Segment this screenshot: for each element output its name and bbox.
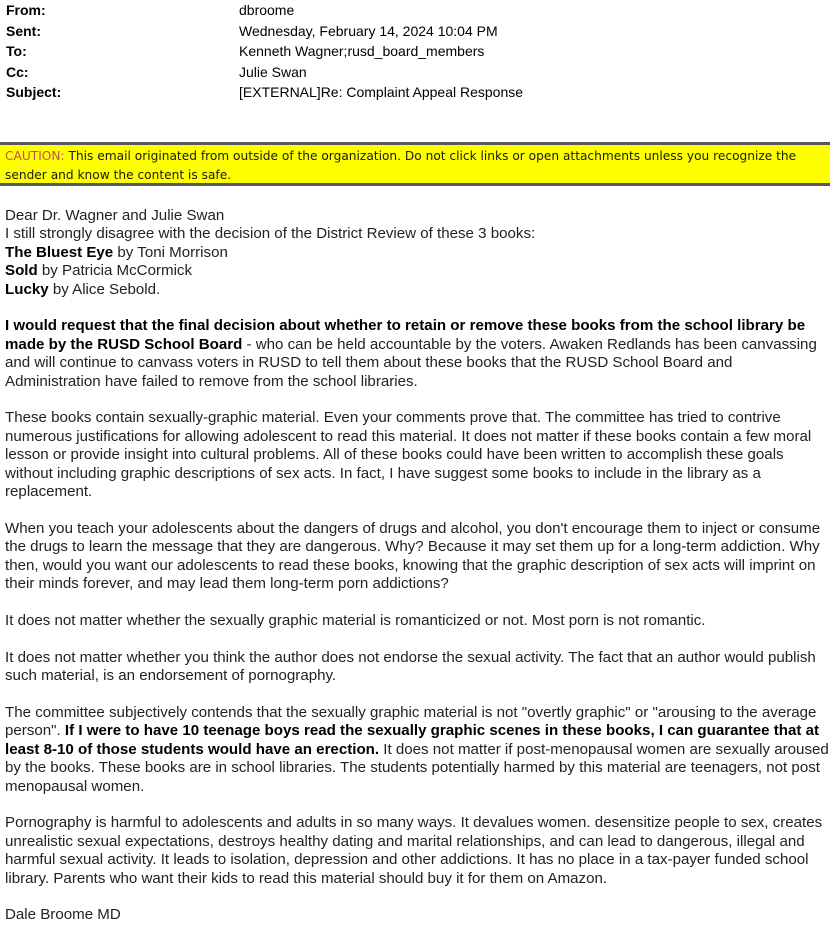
- paragraph-gap: [5, 630, 831, 648]
- book-item: [5, 281, 831, 299]
- caution-banner: [0, 142, 830, 186]
- from-value: dbroome: [239, 2, 295, 18]
- paragraph-gap: [5, 391, 831, 409]
- paragraph-gap: [5, 299, 831, 317]
- sent-label: Sent:: [6, 22, 41, 39]
- book-author: by Patricia McCormick: [37, 262, 193, 280]
- paragraph-gap: [5, 796, 831, 814]
- to-label: To:: [6, 43, 27, 59]
- from-row: [6, 0, 826, 21]
- subject-label: Subject:: [6, 84, 62, 100]
- request-rest: - who can be held accountable by the voters. Awaken Redlands has been canvassing and will continue to canvass voters in RUSD to tell them about these books that the RUSD School Board and Administration have failed to remove from the school libraries.: [5, 335, 817, 390]
- from-label: From:: [6, 2, 46, 18]
- paragraph-gap: [5, 888, 831, 906]
- paragraph-harm: Pornography is harmful to adolescents and adults in so many ways. It devalues women. desensitize people to sex, creates unrealistic sexual expectations, destroys healthy dating and marital relationships, and can lead to dangerous, illegal and harmful sexual activity. It leads to isolation, depression and other addictions. It has no place in a tax-payer funded school library. Parents who want their kids to read this material should buy it for them on Amazon.: [5, 814, 823, 887]
- cc-row: [6, 62, 826, 83]
- sent-value: Wednesday, February 14, 2024 10:04 PM: [239, 22, 498, 39]
- subject-value: [EXTERNAL]Re: Complaint Appeal Response: [239, 84, 524, 100]
- paragraph-romanticized: It does not matter whether the sexually graphic material is romanticized or not. Most porn is not romantic.: [5, 611, 706, 629]
- book-author: by Toni Morrison: [113, 243, 228, 261]
- to-row: [6, 41, 826, 62]
- signature: Dale Broome MD: [5, 906, 121, 924]
- book-title: Sold: [5, 262, 38, 280]
- request-bold: I would request that the final decision about whether to retain or remove these books from the school library be made by the RUSD School Board: [5, 317, 806, 353]
- sent-row: [6, 21, 826, 42]
- email-body: [5, 207, 831, 925]
- paragraph-gap: [5, 501, 831, 519]
- email-header: [6, 0, 826, 103]
- to-value: Kenneth Wagner;rusd_board_members: [239, 43, 485, 59]
- book-author: by Alice Sebold.: [48, 280, 161, 298]
- book-title: Lucky: [5, 280, 49, 298]
- paragraph-drugs: When you teach your adolescents about the dangers of drugs and alcohol, you don't encourage them to inject or consume the drugs to learn the message that they are dangerous. Why? Because it may set them up for a long-term addiction. Why then, would you want our adolescents to read these books, knowing that the graphic description of sex acts will imprint on their minds forever, and may lead them long-term porn addictions?: [5, 519, 821, 593]
- book-title: The Bluest Eye: [5, 243, 114, 261]
- book-item: [5, 262, 831, 280]
- caution-text: This email originated from outside of the organization. Do not click links or open attachments unless you recognize the sender and know the content is safe.: [5, 149, 797, 182]
- cc-label: Cc:: [6, 63, 29, 80]
- committee-rest: It does not matter if post-menopausal women are sexually aroused by the books. These books are in school libraries. The students potentially harmed by this material are teenagers, not post menopausal women.: [5, 740, 829, 795]
- committee-start: The committee subjectively contends that the sexually graphic material is not "overtly graphic" or "arousing to the average person".: [5, 703, 817, 740]
- intro-line: I still strongly disagree with the decision of the District Review of these 3 books:: [5, 225, 536, 243]
- greeting: Dear Dr. Wagner and Julie Swan: [5, 207, 225, 224]
- subject-row: [6, 82, 826, 103]
- paragraph-endorse: It does not matter whether you think the author does not endorse the sexual activity. The fact that an author would publish such material, is an endorsement of pornography.: [5, 648, 816, 685]
- committee-bold: If I were to have 10 teenage boys read the sexually graphic scenes in these books, I can guarantee that at least 8-10 of those students would have an erection.: [5, 722, 820, 758]
- paragraph-request: [5, 317, 831, 391]
- book-item: [5, 244, 831, 262]
- paragraph-content: These books contain sexually-graphic material. Even your comments prove that. The committee has tried to contrive numerous justifications for allowing adolescent to read this material. It does not matter if these books contain a few moral lesson or provide insight into cultural problems. All of these books could have been written to accomplish these goals without including graphic descriptions of sex acts. In fact, I have suggest some books to include in the library as a replacement.: [5, 409, 812, 501]
- paragraph-gap: [5, 685, 831, 703]
- paragraph-gap: [5, 593, 831, 611]
- paragraph-committee: [5, 704, 831, 796]
- caution-label: CAUTION:: [5, 149, 65, 163]
- cc-value: Julie Swan: [239, 63, 307, 80]
